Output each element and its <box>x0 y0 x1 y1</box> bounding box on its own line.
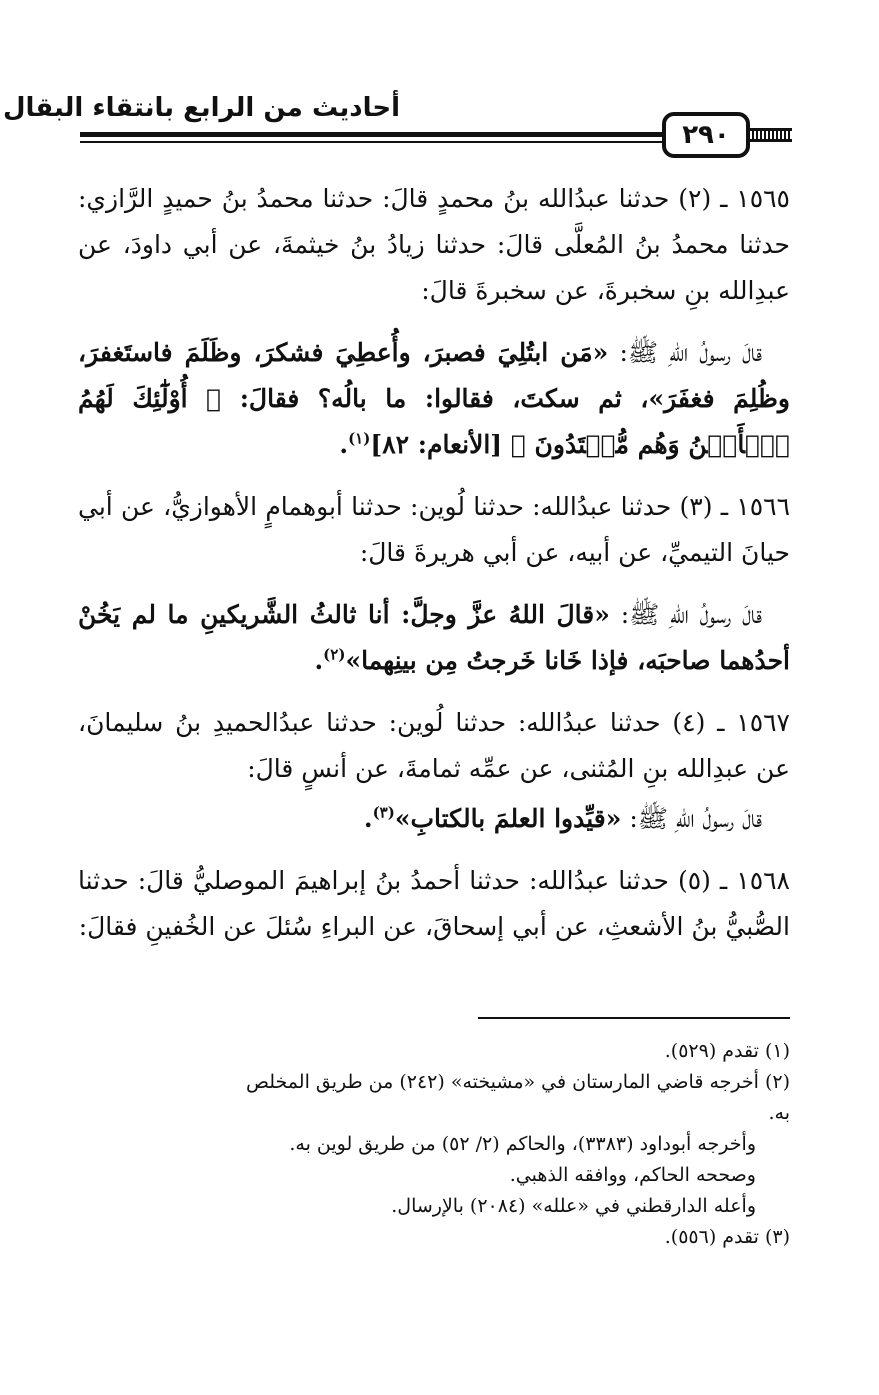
hadith-1566-isnad: ١٥٦٦ ـ (٣) حدثنا عبدُالله: حدثنا لُوين: حدثنا أبوهمامٍ الأهوازيُّ، عن أبي حيانَ التيميِّ، عن أبيه، عن أبي هريرةَ قالَ: <box>78 492 790 567</box>
footnote-separator <box>478 1017 790 1019</box>
hadith-1567-lead: قالَ رسولُ اللهِ ﷺ: <box>621 804 762 833</box>
footnote-1: (١) تقدم (٥٢٩). <box>664 1040 790 1062</box>
hadith-1566-matn: قالَ رسولُ اللهِ ﷺ: «قالَ اللهُ عزَّ وجلَّ: أنا ثالثُ الشَّريكينِ ما لم يَخُنْ أحدُهما صاحبَه، فإذا خَانا خَرجتُ مِن بينِهما»$^{(٢)}$. <box>78 600 790 675</box>
header-rule-thick <box>80 132 688 137</box>
hadith-1565-isnad: ١٥٦٥ ـ (٢) حدثنا عبدُالله بنُ محمدٍ قالَ: حدثنا محمدُ بنُ حميدٍ الرَّازي: حدثنا محمدُ بنُ المُعلَّى قالَ: حدثنا زيادُ بنُ خيثمةَ، عن أبي داودَ، عن عبدِالله بنِ سخبرةَ، عن سخبرةَ قالَ: <box>78 184 790 305</box>
hadith-1567-matn: قالَ رسولُ اللهِ ﷺ: «قيِّدوا العلمَ بالكتابِ»$^{(٣)}$. <box>363 803 762 833</box>
page-number: ٢٩٠ <box>662 112 750 158</box>
footnote-2-line-4: وأعله الدارقطني في «علله» (٢٠٨٤) بالإرسال. <box>391 1195 756 1217</box>
footnote-ref-1[interactable]: (١) <box>348 429 371 448</box>
hadith-1568-isnad: ١٥٦٨ ـ (٥) حدثنا عبدُالله: حدثنا أحمدُ بنُ إبراهيمَ الموصليُّ قالَ: حدثنا الصُّبيُّ بنُ الأشعثِ، عن أبي إسحاقَ، عن البراءِ سُئلَ عن الخُفينِ فقالَ: <box>78 866 790 941</box>
hadith-1565-lead: قالَ رسولُ اللهِ ﷺ: <box>608 338 763 367</box>
hadith-1566-lead: قالَ رسولُ اللهِ ﷺ: <box>609 600 763 629</box>
footnote-3: (٣) تقدم (٥٥٦). <box>664 1226 790 1248</box>
footnote-2: (٢) أخرجه قاضي المارستان في «مشيخته» (٢٤٢) من طريق المخلص به. <box>245 1071 790 1124</box>
hadith-1566-text: «قالَ اللهُ عزَّ وجلَّ: أنا ثالثُ الشَّريكينِ ما لم يَخُنْ أحدُهما صاحبَه، فإذا خَانا خَرجتُ مِن بينِهما» <box>78 600 790 675</box>
page-number-ornament <box>748 128 792 142</box>
hadith-1565-text: «مَن ابتُلِيَ فصبرَ، وأُعطِيَ فشكرَ، وظَلَمَ فاستَغفرَ، وظُلِمَ فغفَرَ»، ثم سكتَ، فقالوا: ما بالُه؟ فقالَ: ﴿ أُوْلَٰٓئِكَ لَهُمُ ٱلۡأَمۡنُ وَهُم مُّهۡتَدُونَ ﴾ [الأنعام: ٨٢] <box>78 338 790 459</box>
main-text <box>78 176 790 966</box>
hadith-1567-isnad: ١٥٦٧ ـ (٤) حدثنا عبدُالله: حدثنا لُوين: حدثنا عبدُالحميدِ بنُ سليمانَ، عن عبدِالله بنِ المُثنى، عن عمِّه ثمامةَ، عن أنسٍ قالَ: <box>78 708 790 783</box>
footnote-ref-3[interactable]: (٣) <box>372 803 395 822</box>
header-rule-thin <box>80 141 688 143</box>
hadith-1565-matn: قالَ رسولُ اللهِ ﷺ: «مَن ابتُلِيَ فصبرَ، وأُعطِيَ فشكرَ، وظَلَمَ فاستَغفرَ، وظُلِمَ فغفَرَ»، ثم سكتَ، فقالوا: ما بالُه؟ فقالَ: ﴿ أُوْلَٰٓئِكَ لَهُمُ ٱلۡأَمۡنُ وَهُم مُّهۡتَدُونَ ﴾ [الأنعام: ٨٢]$^{(١)}$. <box>78 338 790 459</box>
footnotes <box>240 1036 790 1253</box>
footnote-ref-2[interactable]: (٢) <box>323 645 346 664</box>
hadith-1567-text: «قيِّدوا العلمَ بالكتابِ» <box>394 804 622 833</box>
running-header-title: أحاديث من الرابع بانتقاء البقال <box>2 93 400 123</box>
footnote-2-line-3: وصححه الحاكم، ووافقه الذهبي. <box>509 1164 756 1186</box>
footnote-2-line-2: وأخرجه أبوداود (٣٣٨٣)، والحاكم (٢/ ٥٢) من طريق لوين به. <box>289 1133 756 1155</box>
